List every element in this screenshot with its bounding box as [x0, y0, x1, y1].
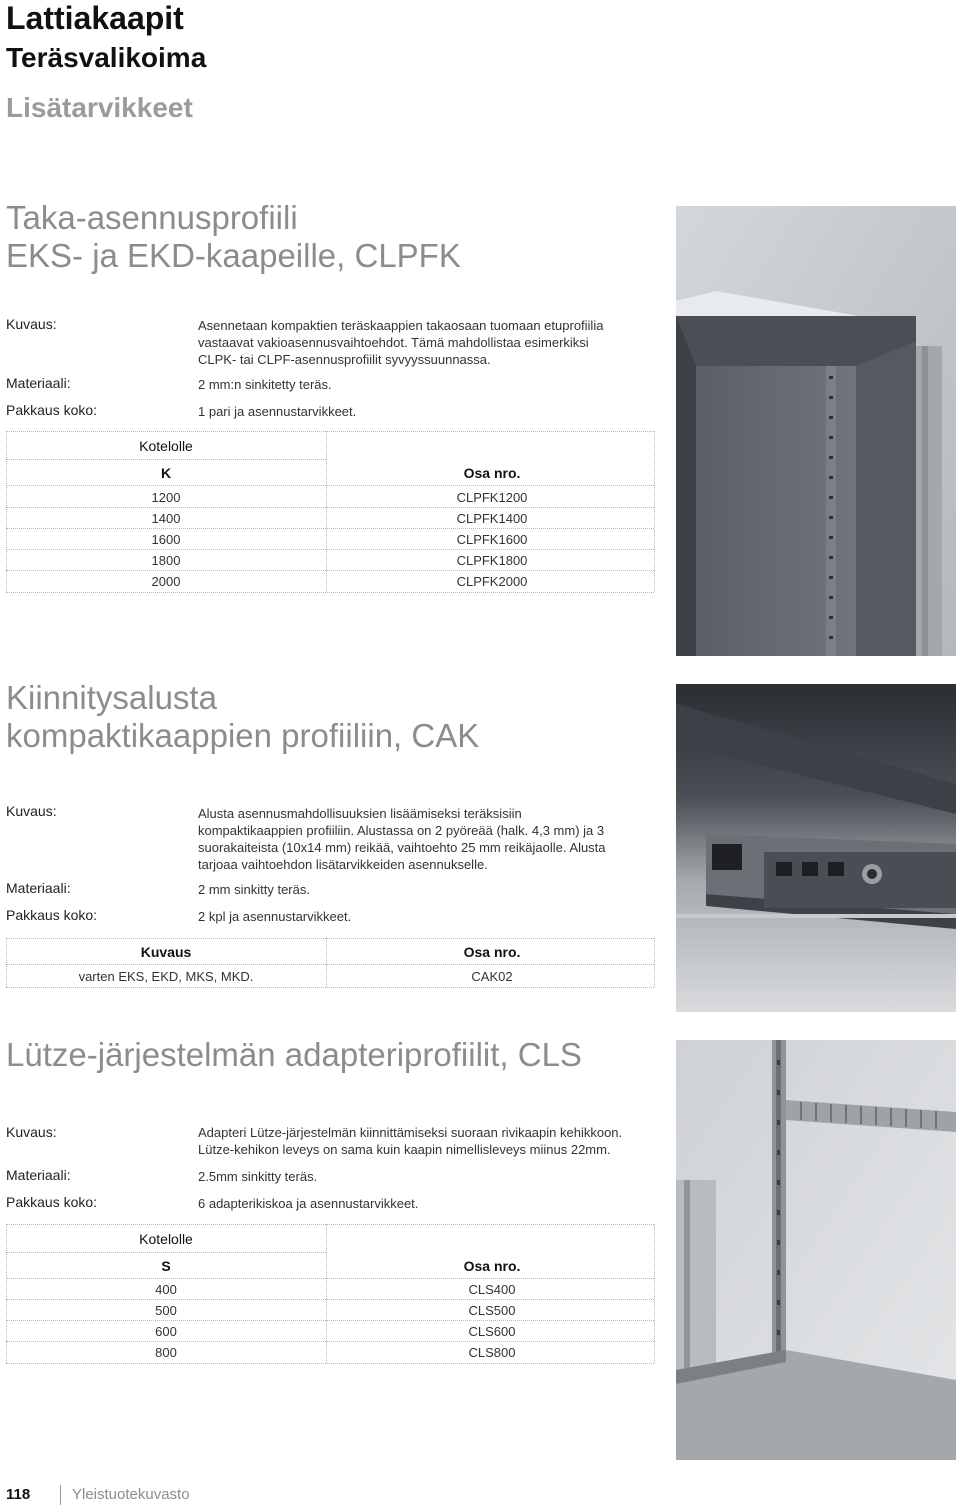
table-rule [6, 987, 654, 988]
section1-kuvaus-label: Kuvaus: [6, 316, 57, 332]
page-number: 118 [6, 1486, 31, 1503]
catalog-name: Yleistuotekuvasto [72, 1486, 190, 1503]
table-rule [6, 1224, 654, 1225]
section2-materiaali-value: 2 mm sinkitty teräs. [198, 882, 310, 897]
table-rule [6, 549, 654, 550]
section2-kuvaus-text [198, 805, 638, 873]
section1-materiaali-value: 2 mm:n sinkitetty teräs. [198, 377, 332, 392]
page-title: Lattiakaapit [6, 0, 184, 36]
table-rule [6, 1341, 654, 1342]
section1-pakkaus-value: 1 pari ja asennustarvikkeet. [198, 404, 357, 419]
table-col-osa: Osa nro. [463, 465, 521, 481]
section3-pakkaus-label: Pakkaus koko: [6, 1194, 98, 1210]
section1-kuvaus-line3: CLPK- tai CLPF-asennusprofiilit syvyyssuunnassa. [198, 352, 491, 367]
table-rule [6, 938, 7, 987]
table-col-k: K [160, 465, 172, 481]
table-cell-k: 2000 [151, 574, 181, 589]
section2-title-line2: kompaktikaappien profiiliin, CAK [6, 717, 480, 754]
table-rule [6, 592, 654, 593]
table-rule [654, 938, 655, 987]
table-rule [6, 938, 654, 939]
section2-materiaali-label: Materiaali: [6, 880, 71, 896]
table-col-s: S [161, 1258, 171, 1274]
table-rule [326, 1224, 327, 1363]
section3-kuvaus-label: Kuvaus: [6, 1124, 57, 1140]
section3-kuvaus-text [198, 1124, 668, 1158]
table-rule [6, 1252, 326, 1253]
table-group-header: Kotelolle [139, 438, 193, 454]
table-cell-osa: CLPFK1600 [456, 532, 528, 547]
table-cell-k: 1200 [151, 490, 181, 505]
table-rule [6, 459, 326, 460]
table-cell-kuvaus: varten EKS, EKD, MKS, MKD. [78, 969, 254, 984]
section3-materiaali-value: 2.5mm sinkitty teräs. [198, 1169, 318, 1184]
table-cell-osa: CAK02 [471, 969, 513, 984]
footer-divider [60, 1485, 61, 1505]
table-col-osa: Osa nro. [463, 1258, 521, 1274]
section2-kuvaus-line2: kompaktikaappien profiiliin. Alustassa on 2 pyöreää (halk. 4,3 mm) ja 3 [198, 823, 605, 838]
section3-materiaali-label: Materiaali: [6, 1167, 71, 1183]
section2-kuvaus-line3: suorakaiteista (10x14 mm) reikää, vaihtoehto 25 mm reikäjaolle. Alusta [198, 840, 606, 855]
table-rule [6, 1363, 654, 1364]
section2-pakkaus-label: Pakkaus koko: [6, 907, 98, 923]
section2-title-line1: Kiinnitysalusta [6, 679, 217, 716]
table-rule [6, 431, 654, 432]
table-rule [654, 1224, 655, 1363]
table-cell-osa: CLS600 [468, 1324, 516, 1339]
section3-title: Lütze-järjestelmän adapteriprofiilit, CLS [6, 1036, 582, 1073]
section1-materiaali-label: Materiaali: [6, 375, 71, 391]
table-cell-osa: CLPFK1400 [456, 511, 528, 526]
section1-kuvaus-line1: Asennetaan kompaktien teräskaappien takaosaan tuomaan etuprofiilia [198, 318, 604, 333]
section1-title-line1: Taka-asennusprofiili [6, 199, 298, 236]
product-image-clpfk [676, 206, 956, 656]
page-subtitle: Teräsvalikoima [6, 42, 207, 73]
table-cell-osa: CLPFK1200 [456, 490, 528, 505]
section3-kuvaus-line2: Lütze-kehikon leveys on sama kuin kaapin nimellisleveys miinus 22mm. [198, 1142, 611, 1157]
table-cell-k: 1400 [151, 511, 181, 526]
table-rule [6, 964, 654, 965]
table-cell-k: 1600 [151, 532, 181, 547]
table-cell-osa: CLPFK2000 [456, 574, 528, 589]
section3-pakkaus-value: 6 adapterikiskoa ja asennustarvikkeet. [198, 1196, 419, 1211]
section2-kuvaus-line1: Alusta asennusmahdollisuuksien lisäämiseksi teräksisiin [198, 806, 522, 821]
table-cell-osa: CLS400 [468, 1282, 516, 1297]
section2-pakkaus-value: 2 kpl ja asennustarvikkeet. [198, 909, 352, 924]
table-group-header: Kotelolle [139, 1231, 193, 1247]
table-rule [654, 431, 655, 592]
table-cell-s: 600 [155, 1324, 177, 1339]
category-title: Lisätarvikkeet [6, 92, 193, 123]
section1-kuvaus-line2: vastaavat vakioasennusvaihtoehdot. Tämä mahdollistaa esimerkiksi [198, 335, 589, 350]
table-rule [6, 570, 654, 571]
table-cell-k: 1800 [151, 553, 181, 568]
table-cell-osa: CLPFK1800 [456, 553, 528, 568]
table-rule [6, 431, 7, 592]
table-rule [6, 1320, 654, 1321]
table-col-osa: Osa nro. [463, 944, 521, 960]
section1-pakkaus-label: Pakkaus koko: [6, 402, 98, 418]
table-col-kuvaus: Kuvaus [140, 944, 192, 960]
product-image-cls [676, 1040, 956, 1460]
table-cell-osa: CLS800 [468, 1345, 516, 1360]
table-cell-s: 400 [155, 1282, 177, 1297]
table-rule [6, 528, 654, 529]
section2-kuvaus-line4: tarjoaa vaihtoehdon lisätarvikkeiden asennukselle. [198, 857, 488, 872]
section3-kuvaus-line1: Adapteri Lütze-järjestelmän kiinnittämiseksi suoraan rivikaapin kehikkoon. [198, 1125, 623, 1140]
section1-title-line2: EKS- ja EKD-kaapeille, CLPFK [6, 237, 461, 274]
product-image-cak [676, 684, 956, 1012]
section2-kuvaus-label: Kuvaus: [6, 803, 57, 819]
table-rule [326, 431, 327, 592]
table-cell-s: 500 [155, 1303, 177, 1318]
table-cell-osa: CLS500 [468, 1303, 516, 1318]
table-rule [6, 507, 654, 508]
table-rule [6, 1299, 654, 1300]
table-rule [6, 1278, 654, 1279]
table-cell-s: 800 [155, 1345, 177, 1360]
table-rule [6, 485, 654, 486]
table-rule [326, 938, 327, 987]
table-rule [6, 1224, 7, 1363]
section1-kuvaus-text [198, 317, 638, 368]
